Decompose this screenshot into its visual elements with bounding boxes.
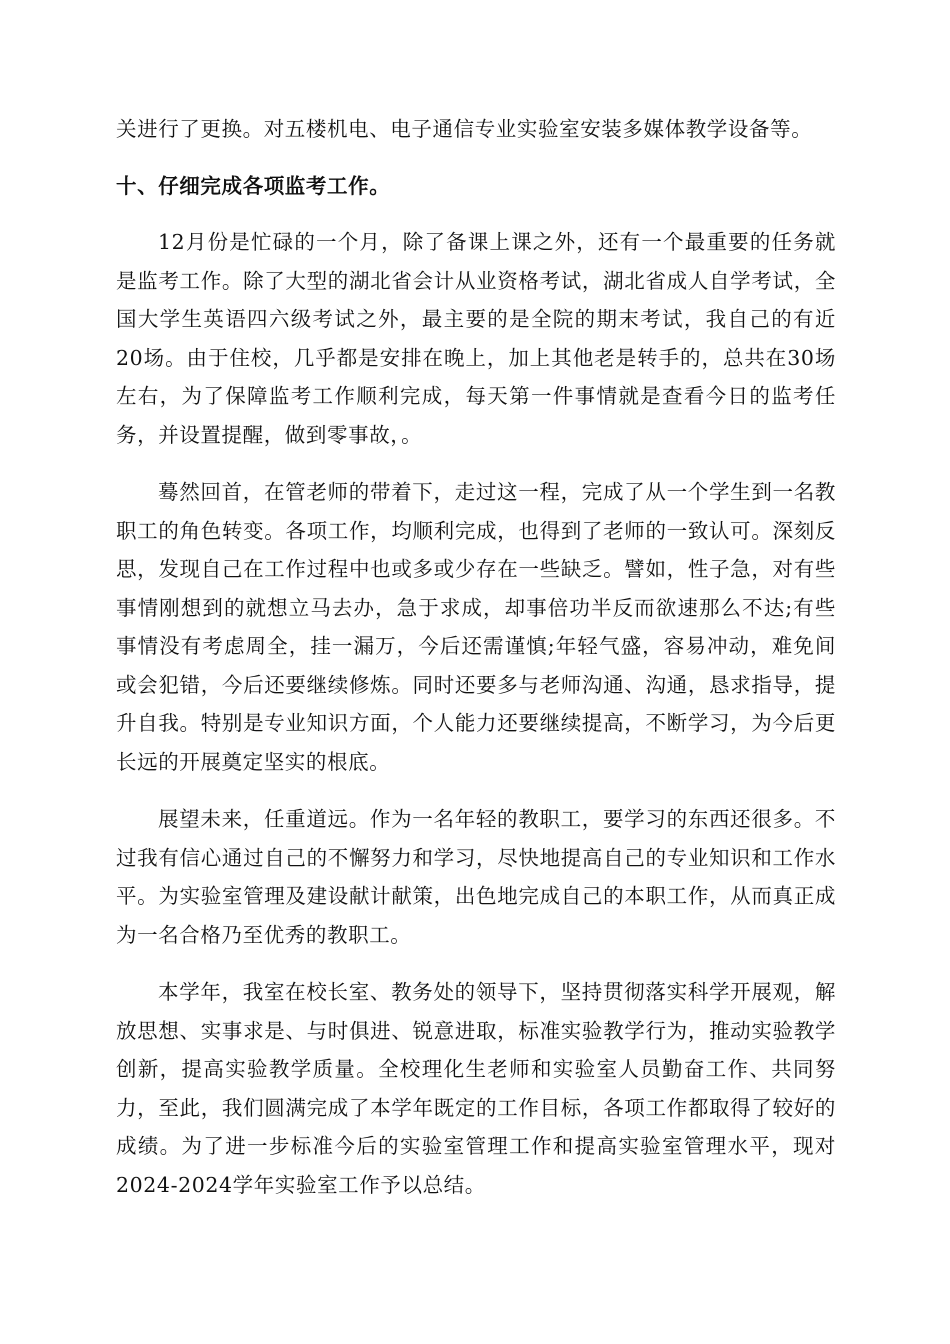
body-paragraph-exam-supervision: 12月份是忙碌的一个月，除了备课上课之外，还有一个最重要的任务就是监考工作。除了大型的湖北省会计从业资格考试，湖北省成人自学考试，全国大学生英语四六级考试之外，最主要的是全院的期末考试，我自己的有近20场。由于住校，几乎都是安排在晚上，加上其他老是转手的，总共在30场左右，为了保障监考工作顺利完成，每天第一件事情就是查看今日的监考任务，并设置提醒，做到零事故，。 xyxy=(116,230,836,447)
spacer xyxy=(116,454,836,473)
document-page xyxy=(116,110,836,1204)
spacer xyxy=(116,954,836,973)
body-paragraph-lab-summary: 本学年，我室在校长室、教务处的领导下，坚持贯彻落实科学开展观，解放思想、实事求是、与时俱进、锐意进取，标准实验教学行为，推动实验教学创新，提高实验教学质量。全校理化生老师和实验室人员勤奋工作、共同努力，至此，我们圆满完成了本学年既定的工作目标，各项工作都取得了较好的成绩。为了进一步标准今后的实验室管理工作和提高实验室管理水平，现对2024-2024学年实验室工作予以总结。 xyxy=(116,980,836,1197)
continuation-paragraph: 关进行了更换。对五楼机电、电子通信专业实验室安装多媒体教学设备等。 xyxy=(116,117,813,141)
spacer xyxy=(116,205,836,223)
spacer xyxy=(116,781,836,800)
section-heading: 十、仔细完成各项监考工作。 xyxy=(116,173,391,198)
spacer xyxy=(116,149,836,167)
body-paragraph-outlook: 展望未来，任重道远。作为一名年轻的教职工，要学习的东西还很多。不过我有信心通过自己的不懈努力和学习，尽快地提高自己的专业知识和工作水平。为实验室管理及建设献计献策，出色地完成自己的本职工作，从而真正成为一名合格乃至优秀的教职工。 xyxy=(116,807,836,947)
body-paragraph-reflection: 蓦然回首，在管老师的带着下，走过这一程，完成了从一个学生到一名教职工的角色转变。各项工作，均顺利完成，也得到了老师的一致认可。深刻反思，发现自己在工作过程中也或多或少存在一些缺乏。譬如，性子急，对有些事情刚想到的就想立马去办，急于求成，却事倍功半反而欲速那么不达;有些事情没有考虑周全，挂一漏万，今后还需谨慎;年轻气盛，容易冲动，难免间或会犯错，今后还要继续修炼。同时还要多与老师沟通、沟通，恳求指导，提升自我。特别是专业知识方面，个人能力还要继续提高，不断学习，为今后更长远的开展奠定坚实的根底。 xyxy=(116,480,836,774)
